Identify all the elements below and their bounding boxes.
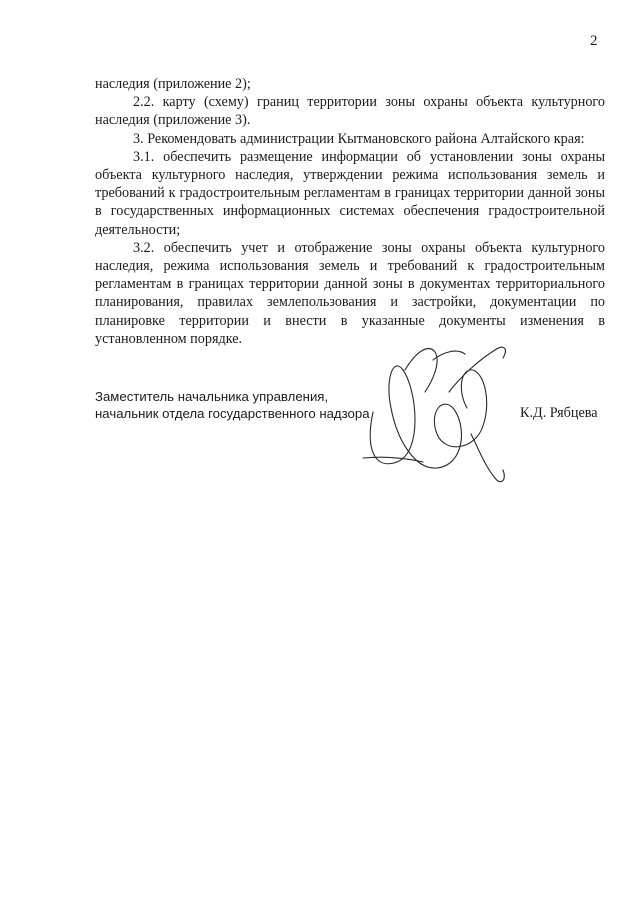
paragraph-2-2: 2.2. карту (схему) границ территории зоны охраны объекта культурного наследия (приложение 3). [95,94,605,129]
handwritten-signature [345,330,525,490]
paragraph-3: 3. Рекомендовать администрации Кытмановского района Алтайского края: [133,130,585,147]
paragraph-3-2: 3.2. обеспечить учет и отображение зоны охраны объекта культурного наследия, режима использования земель и требований к градостроительным регламентам в границах территории данной зоны в документах территориального планирования, правилах землепользования и застройки, документации по планировке территории и внести в указанные документы изменения в установленном порядке. [95,239,605,347]
paragraph-continuation: наследия (приложение 2); [95,76,251,92]
document-body [95,75,605,348]
signatory-title-line-2: начальник отдела государственного надзора [95,405,370,421]
signatory-title-line-1: Заместитель начальника управления, [95,389,329,404]
paragraph-3-1: 3.1. обеспечить размещение информации об установлении зоны охраны объекта культурного наследия, утверждении режима использования земель и требований к градостроительным регламентам в границах территории данной зоны в государственных информационных системах обеспечения градостроительной деятельности; [95,148,605,238]
signatory-name: К.Д. Рябцева [520,405,598,421]
page-number: 2 [590,33,598,49]
